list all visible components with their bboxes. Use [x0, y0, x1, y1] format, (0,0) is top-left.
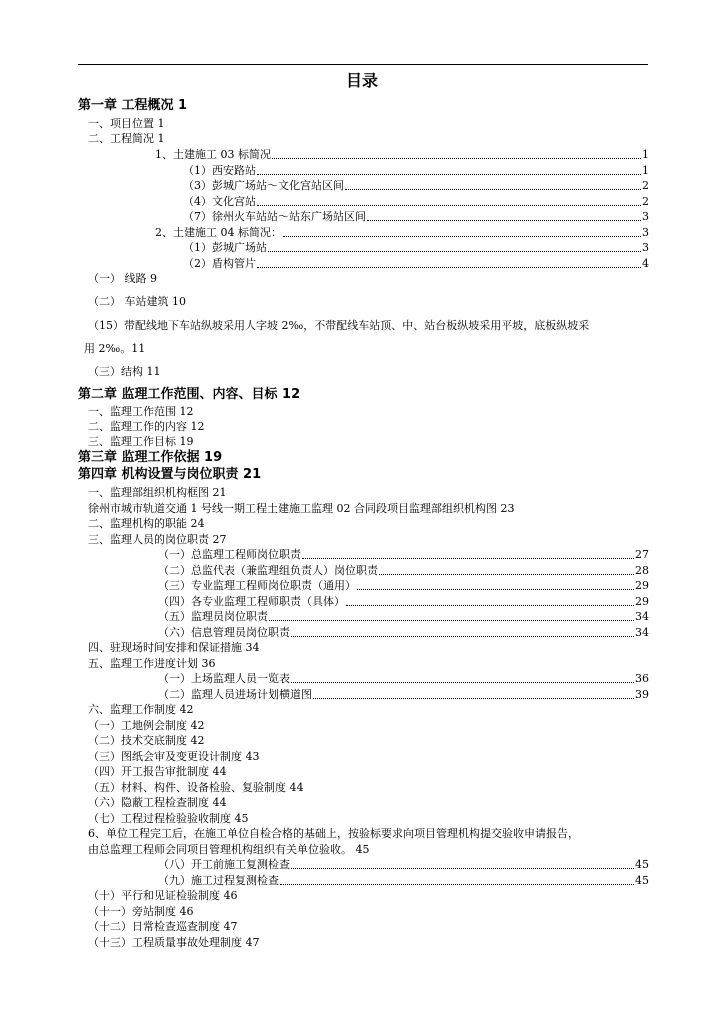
toc-page: 45: [635, 858, 649, 871]
toc-page: 4: [642, 257, 649, 270]
toc-entry: 五、监理工作进度计划 36: [88, 657, 216, 670]
toc-leader-entry: [158, 610, 649, 624]
toc-leader-entry: [183, 179, 649, 193]
paragraph-line: 用 2‰。11: [84, 342, 146, 355]
toc-leader-entry: [183, 210, 649, 224]
toc-label: （六）信息管理员岗位职责: [158, 626, 290, 639]
toc-entry: 二、监理机构的职能 24: [88, 517, 205, 530]
toc-page: 29: [635, 595, 649, 608]
toc-entry: （四）开工报告审批制度 44: [88, 765, 227, 778]
paragraph-line: 由总监理工程师会同项目管理机构组织有关单位验收。 45: [88, 843, 370, 856]
toc-leader-entry: [158, 858, 649, 872]
toc-label: （一）上场监理人员一览表: [158, 672, 290, 685]
toc-leader-entry: [158, 548, 649, 562]
toc-label: （八）开工前施工复测检查: [158, 858, 290, 871]
toc-entry: 一、监理部组织机构框图 21: [88, 486, 227, 499]
toc-page: 39: [635, 688, 649, 701]
chapter-heading: 第四章 机构设置与岗位职责 21: [78, 467, 262, 482]
toc-label: （二）监理人员进场计划横道图: [158, 688, 312, 701]
toc-page: 29: [635, 579, 649, 592]
paragraph-line: 6、单位工程完工后，在施工单位自检合格的基础上，按验标要求向项目管理机构提交验收申请报告，: [88, 827, 579, 840]
toc-entry: （二） 车站建筑 10: [88, 295, 186, 308]
chapter-heading: 第二章 监理工作范围、内容、目标 12: [78, 387, 301, 402]
toc-page: 1: [642, 164, 649, 177]
toc-entry: （三）图纸会审及变更设计制度 43: [88, 750, 260, 763]
toc-label: （一）总监理工程师岗位职责: [158, 548, 301, 561]
toc-page: 1: [642, 148, 649, 161]
toc-entry: 一、项目位置 1: [88, 117, 165, 130]
toc-entry: （十三）工程质量事故处理制度 47: [88, 936, 260, 949]
leader-dots: [367, 210, 641, 221]
toc-page: 2: [642, 179, 649, 192]
toc-leader-entry: [183, 241, 649, 255]
toc-leader-entry: [158, 626, 649, 640]
toc-leader-entry: [183, 164, 649, 178]
leader-dots: [291, 626, 634, 637]
leader-dots: [283, 226, 641, 237]
leader-dots: [345, 179, 641, 190]
toc-label: 1、土建施工 03 标简况: [155, 148, 271, 161]
toc-label: （二）总监代表（兼监理组负责人）岗位职责: [158, 564, 378, 577]
toc-entry: 二、监理工作的内容 12: [88, 420, 205, 433]
toc-leader-entry: [158, 672, 649, 686]
toc-leader-entry: [158, 595, 649, 609]
toc-label: （五）监理员岗位职责: [158, 610, 268, 623]
toc-entry: （十二）日常检查巡查制度 47: [88, 920, 238, 933]
page-title: 目录: [345, 71, 378, 90]
toc-page: 28: [635, 564, 649, 577]
toc-page: 2: [642, 195, 649, 208]
toc-leader-entry: [158, 579, 649, 593]
toc-leader-entry: [158, 874, 649, 888]
toc-entry: 二、工程简况 1: [88, 132, 165, 145]
toc-label: （三）专业监理工程师岗位职责（通用）: [158, 579, 356, 592]
toc-entry: （一）工地例会制度 42: [88, 719, 205, 732]
leader-dots: [379, 564, 634, 575]
toc-leader-entry: [158, 688, 649, 702]
chapter-heading: 第三章 监理工作依据 19: [78, 450, 223, 465]
toc-entry: （十一）旁站制度 46: [88, 905, 194, 918]
toc-page: 45: [635, 874, 649, 887]
toc-entry: 一、监理工作范围 12: [88, 405, 194, 418]
toc-entry: 四、驻现场时间安排和保证措施 34: [88, 641, 260, 654]
toc-label: （四）各专业监理工程师职责（具体）: [158, 595, 345, 608]
leader-dots: [257, 257, 641, 268]
toc-leader-entry: [155, 148, 649, 162]
toc-entry: （七）工程过程检验验收制度 45: [88, 812, 249, 825]
toc-leader-entry: [155, 226, 649, 240]
leader-dots: [257, 195, 641, 206]
leader-dots: [269, 610, 634, 621]
toc-entry: 徐州市城市轨道交通 1 号线一期工程土建施工监理 02 合同段项目监理部组织机构图 23: [88, 502, 515, 515]
toc-entry: （六）隐蔽工程检查制度 44: [88, 796, 227, 809]
toc-entry: 三、监理工作目标 19: [88, 435, 194, 448]
toc-label: （1）彭城广场站: [183, 241, 267, 254]
toc-entry: 六、监理工作制度 42: [88, 703, 194, 716]
leader-dots: [272, 148, 641, 159]
leader-dots: [346, 595, 634, 606]
toc-label: （2）盾构管片: [183, 257, 256, 270]
toc-entry: （五）材料、构件、设备检验、复验制度 44: [88, 781, 304, 794]
toc-entry: （三）结构 11: [88, 365, 161, 378]
toc-page: 36: [635, 672, 649, 685]
toc-page: 27: [635, 548, 649, 561]
toc-entry: 三、监理人员的岗位职责 27: [88, 533, 227, 546]
toc-label: （1）西安路站: [183, 164, 256, 177]
toc-leader-entry: [158, 564, 649, 578]
leader-dots: [313, 688, 634, 699]
leader-dots: [291, 672, 634, 683]
paragraph-line: （15）带配线地下车站纵坡采用人字坡 2‰，不带配线车站顶、中、站台板纵坡采用平坡，底板纵坡采: [88, 319, 590, 332]
toc-label: （3）彭城广场站～文化宫站区间: [183, 179, 344, 192]
header-rule: [78, 64, 648, 65]
leader-dots: [302, 548, 634, 559]
leader-dots: [357, 579, 634, 590]
toc-label: （7）徐州火车站站～站东广场站区间: [183, 210, 366, 223]
toc-page: 3: [642, 210, 649, 223]
toc-entry: （一） 线路 9: [88, 272, 157, 285]
toc-leader-entry: [183, 257, 649, 271]
leader-dots: [268, 241, 641, 252]
toc-leader-entry: [183, 195, 649, 209]
toc-label: （九）施工过程复测检查: [158, 874, 279, 887]
toc-page: 34: [635, 610, 649, 623]
toc-entry: （二）技术交底制度 42: [88, 734, 205, 747]
toc-page: 34: [635, 626, 649, 639]
chapter-heading: 第一章 工程概况 1: [78, 98, 188, 113]
toc-page: 3: [642, 241, 649, 254]
leader-dots: [257, 164, 641, 175]
leader-dots: [291, 858, 634, 869]
toc-entry: （十）平行和见证检验制度 46: [88, 889, 238, 902]
toc-page: 3: [642, 226, 649, 239]
toc-label: （4）文化宫站: [183, 195, 256, 208]
leader-dots: [280, 874, 634, 885]
toc-label: 2、土建施工 04 标简况：: [155, 226, 282, 239]
